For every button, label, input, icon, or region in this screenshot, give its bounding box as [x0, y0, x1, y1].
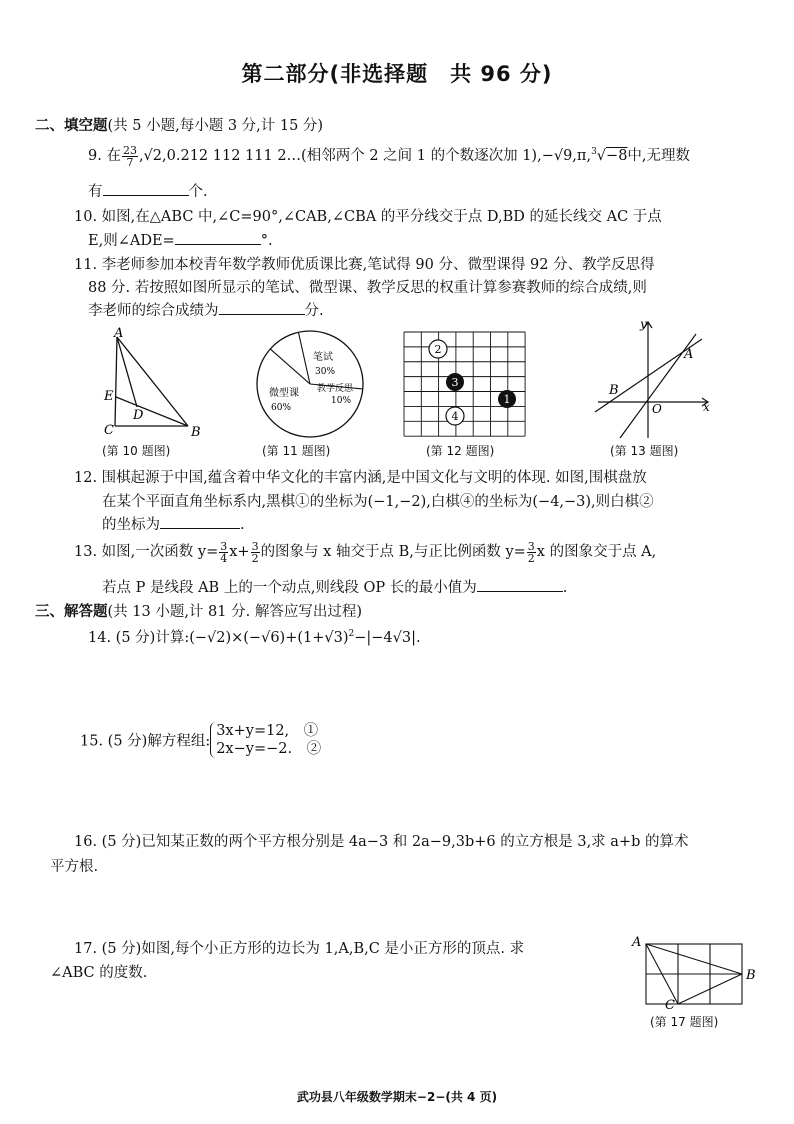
- question-10-line2: [88, 229, 273, 250]
- figure-12-caption: (第 12 题图): [426, 444, 495, 458]
- question-16-line2: 平方根.: [50, 859, 99, 875]
- fig13-label-x: x: [703, 400, 710, 414]
- q15-prefix: 15. (5 分)解方程组:: [80, 733, 211, 750]
- question-17-line2: ∠ABC 的度数.: [50, 965, 148, 981]
- figure-11-caption: (第 11 题图): [262, 444, 331, 458]
- pie-slice-boundary-1: [298, 332, 310, 384]
- q13-answer-blank[interactable]: [477, 577, 563, 592]
- fig10-bisector-a: [117, 337, 137, 407]
- stone-white-4: [446, 407, 464, 425]
- fig13-label-o: O: [652, 402, 662, 416]
- q15-equation-1: 3x+y=12, ①: [216, 723, 319, 739]
- fig13-label-a: A: [684, 347, 694, 362]
- q13-text-b: x+: [229, 544, 250, 560]
- fig17-label-a: A: [632, 935, 642, 950]
- fig17-segment-ab: [646, 944, 742, 974]
- q13-fraction-3: $\frac{3}{2}$: [527, 539, 535, 565]
- q13-text-a: 13. 如图,一次函数 y=: [74, 544, 219, 560]
- q11-line3-post: 分.: [304, 303, 324, 319]
- pie-label-micro: 微型课: [269, 388, 299, 399]
- figure-10: [95, 325, 225, 437]
- q10-answer-blank[interactable]: [175, 230, 261, 245]
- question-12-line1: 12. 围棋起源于中国,蕴含着中华文化的丰富内涵,是中国文化与文明的体现. 如图,围棋盘放: [74, 470, 647, 486]
- question-12-line2: 在某个平面直角坐标系内,黑棋①的坐标为(−1,−2),白棋④的坐标为(−4,−3),则白棋②: [102, 494, 654, 510]
- figure-13-caption: (第 13 题图): [610, 444, 679, 458]
- fig10-label-a: A: [114, 326, 124, 341]
- section-heading-fill-in: [35, 114, 323, 135]
- figure-12-go-board: [403, 325, 543, 441]
- question-11-line2: 88 分. 若按照如图所显示的笔试、微型课、教学反思的权重计算参赛教师的综合成绩,则: [88, 280, 647, 296]
- q13-fraction-2: $\frac{3}{2}$: [251, 539, 259, 565]
- q9-prefix: 在: [106, 148, 121, 164]
- q9-num: 9.: [88, 148, 102, 164]
- pie-slice-boundary-3: [270, 349, 310, 384]
- figure-17-caption: (第 17 题图): [650, 1015, 719, 1029]
- q9-line2-pre: 有: [88, 184, 103, 200]
- q9-sequence: ,√2,0.212 112 111 2…(相邻两个 2 之间 1 的个数逐次加 1),−√9,π,: [138, 148, 592, 164]
- svg-text:2: 2: [434, 343, 442, 356]
- q13-line2-pre: 若点 P 是线段 AB 上的一个动点,则线段 OP 长的最小值为: [102, 580, 477, 596]
- pie-value-reflection: 10%: [331, 396, 352, 406]
- fig10-label-d: D: [133, 408, 144, 423]
- question-11-line3: [88, 299, 324, 320]
- fig10-label-c: C: [104, 423, 114, 437]
- fig10-label-e: E: [104, 389, 114, 404]
- question-9-line2: [88, 180, 208, 201]
- stone-black-3: [446, 373, 464, 391]
- question-10-line1: 10. 如图,在△ABC 中,∠C=90°,∠CAB,∠CBA 的平分线交于点 D,BD 的延长线交 AC 于点: [74, 209, 662, 225]
- q12-answer-blank[interactable]: [160, 514, 240, 529]
- stone-black-1: [498, 390, 516, 408]
- section2-heading: 二、填空题: [35, 118, 108, 134]
- question-13-line1: [74, 540, 656, 564]
- svg-text:1: 1: [503, 393, 511, 406]
- section3-heading: 三、解答题: [35, 604, 108, 620]
- fig10-side-ac: [115, 337, 117, 426]
- fig13-label-y: y: [640, 317, 647, 331]
- section-heading-solve: [35, 600, 362, 621]
- q13-fraction-1: $\frac{3}{4}$: [220, 539, 228, 565]
- q10-line2-post: °.: [260, 233, 273, 249]
- question-14: [88, 626, 421, 647]
- figure-17: [628, 932, 763, 1012]
- q9-cuberoot-body: −8: [606, 148, 628, 164]
- page-footer: 武功县八年级数学期末−2−(共 4 页): [296, 1090, 498, 1104]
- q9-fraction: $\frac{23}{7}$: [122, 143, 137, 169]
- svg-text:4: 4: [451, 410, 459, 423]
- q14-text: 14. (5 分)计算:(−√2)×(−√6)+(1+√3): [88, 630, 349, 646]
- pie-value-micro: 60%: [271, 403, 292, 413]
- fig17-label-b: B: [746, 968, 756, 983]
- fig10-side-ab: [117, 337, 188, 426]
- q11-line3-pre: 李老师的综合成绩为: [88, 303, 219, 319]
- question-13-line2: [102, 576, 567, 597]
- q13-line2-post: .: [562, 580, 568, 596]
- fig13-label-b: B: [609, 383, 619, 398]
- q9-answer-blank[interactable]: [103, 181, 189, 196]
- fig17-label-c: C: [665, 998, 675, 1012]
- figure-11-pie-chart: [247, 327, 377, 441]
- q15-equation-system: [210, 722, 321, 758]
- figure-13-graph: [590, 312, 720, 442]
- stone-white-2: [429, 340, 447, 358]
- fig10-label-b: B: [191, 425, 201, 437]
- q11-answer-blank[interactable]: [219, 300, 305, 315]
- question-16-line1: 16. (5 分)已知某正数的两个平方根分别是 4a−3 和 2a−9,3b+6 的立方根是 3,求 a+b 的算术: [74, 834, 689, 850]
- question-9-line1: 9. 在 $\frac{23}{7}$ ,√2,0.212 112 111 2…(相邻两个 2 之间 1 的个数逐次加 1),−√9,π,$^3$√−8中,无理数: [88, 143, 691, 169]
- q14-exponent: 2: [348, 629, 355, 640]
- pie-label-written: 笔试: [313, 352, 333, 363]
- section3-note: (共 13 小题,计 81 分. 解答应写出过程): [107, 604, 362, 620]
- question-15: [80, 722, 321, 758]
- q9-line2-post: 个.: [188, 184, 208, 200]
- svg-text:3: 3: [451, 376, 459, 389]
- question-11-line1: 11. 李老师参加本校青年数学教师优质课比赛,笔试得 90 分、微型课得 92 分、教学反思得: [74, 257, 655, 273]
- section2-note: (共 5 小题,每小题 3 分,计 15 分): [107, 118, 324, 134]
- q9-cuberoot-index: 3: [591, 147, 597, 158]
- pie-value-written: 30%: [315, 367, 336, 377]
- q14-tail: −|−4√3|.: [354, 630, 421, 646]
- figure-10-caption: (第 10 题图): [102, 444, 171, 458]
- question-17-line1: 17. (5 分)如图,每个小正方形的边长为 1,A,B,C 是小正方形的顶点. 求: [74, 941, 525, 957]
- question-12-line3: [102, 513, 245, 534]
- pie-label-reflection: 教学反思: [317, 384, 354, 394]
- q13-text-c: 的图象与 x 轴交于点 B,与正比例函数 y=: [260, 544, 526, 560]
- q9-suffix: 中,无理数: [627, 148, 691, 164]
- q12-line3-post: .: [240, 517, 245, 533]
- q13-text-d: x 的图象交于点 A,: [536, 544, 657, 560]
- page-title: 第二部分(非选择题 共 96 分): [241, 62, 553, 86]
- q15-equation-2: 2x−y=−2. ②: [216, 741, 322, 757]
- q10-line2-pre: E,则∠ADE=: [88, 233, 175, 249]
- q12-line3-pre: 的坐标为: [102, 517, 160, 533]
